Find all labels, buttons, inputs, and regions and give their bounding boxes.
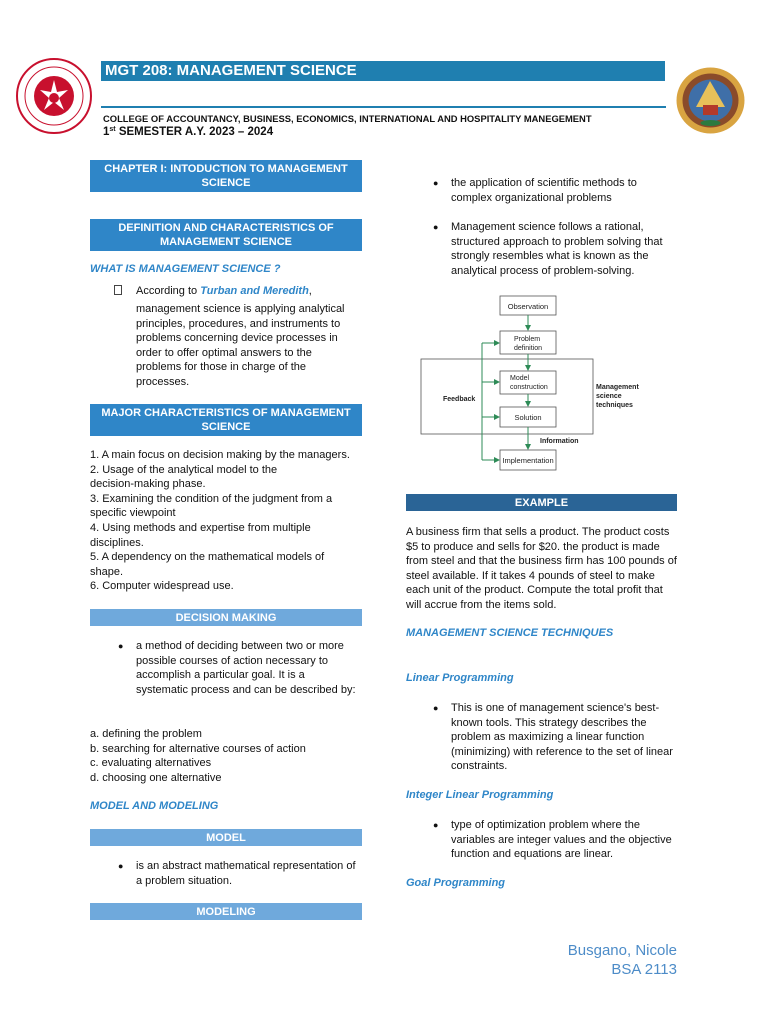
author-block <box>568 941 677 979</box>
decision-making-bullet: ● a method of deciding between two or more possible courses of action necessary to accomplish a particular goal. It is a systematic process and can be described by: <box>118 640 356 696</box>
rational-approach-bullet: ● Management science follows a rational, structured approach to problem solving that strongly resembles what is known as the analytical process of problem-solving. <box>433 221 663 277</box>
techniques-heading: MANAGEMENT SCIENCE TECHNIQUES <box>406 627 614 639</box>
scientific-methods-bullet: ● the application of scientific methods to complex organizational problems <box>433 177 637 204</box>
linear-programming-heading: Linear Programming <box>406 672 514 684</box>
characteristic-item: 2. Usage of the analytical model to the <box>90 463 278 476</box>
bullet-dot-icon: ● <box>433 222 439 232</box>
according-bullet-glyph <box>114 285 122 295</box>
characteristic-item: 1. A main focus on decision making by the managers. <box>90 449 350 461</box>
according-paragraph: According to Turban and Meredith, <box>136 285 312 297</box>
author-names: Turban and Meredith <box>200 285 309 297</box>
course-title-bar: MGT 208: MANAGEMENT SCIENCE <box>101 61 665 81</box>
semester-line: 1st SEMESTER A.Y. 2023 – 2024 <box>103 126 274 138</box>
college-name: COLLEGE OF ACCOUNTANCY, BUSINESS, ECONOMICS, INTERNATIONAL AND HOSPITALITY MANEGEMENT <box>103 113 592 124</box>
ms-techniques-label-1: Management <box>596 384 639 391</box>
author-section: BSA 2113 <box>611 961 677 978</box>
linear-programming-bullet: ● This is one of management science's best-known tools. This strategy describes the problem as maximizing a linear function (minimizing) with reference to the set of linear constraints. <box>433 702 673 773</box>
decision-making-header: DECISION MAKING <box>90 609 362 626</box>
model-construction-label-1: Model <box>510 375 530 382</box>
bullet-dot-icon: ● <box>433 820 439 830</box>
observation-label: Observation <box>507 302 549 311</box>
characteristic-item: specific viewpoint <box>90 507 176 520</box>
bullet-dot-icon: ● <box>118 861 124 871</box>
implementation-label: Implementation <box>502 456 554 465</box>
model-header: MODEL <box>90 829 362 846</box>
decision-step-item: d. choosing one alternative <box>90 771 222 784</box>
college-seal-logo <box>676 67 745 134</box>
model-bullet: ● is an abstract mathematical representation of a problem situation. <box>118 860 356 887</box>
major-characteristics-list <box>90 448 370 594</box>
model-and-modeling-heading: MODEL AND MODELING <box>90 800 219 812</box>
characteristic-item: 5. A dependency on the mathematical models of <box>90 551 325 564</box>
definition-header: DEFINITION AND CHARACTERISTICS OF MANAGEMENT SCIENCE <box>90 219 362 251</box>
goal-programming-heading: Goal Programming <box>406 877 506 889</box>
problem-definition-label-2: definition <box>514 345 543 352</box>
model-construction-label-2: construction <box>510 384 548 391</box>
information-label: Information <box>540 438 579 445</box>
bullet-dot-icon: ● <box>433 703 439 713</box>
decision-step-item: c. evaluating alternatives <box>90 757 212 770</box>
decision-step-item: b. searching for alternative courses of action <box>90 742 306 755</box>
feedback-label: Feedback <box>443 396 476 403</box>
problem-solving-diagram <box>418 285 650 473</box>
major-characteristics-header: MAJOR CHARACTERISTICS OF MANAGEMENT SCIENCE <box>90 404 362 436</box>
what-is-heading: WHAT IS MANAGEMENT SCIENCE ? <box>90 263 281 275</box>
characteristic-item: 6. Computer widespread use. <box>90 580 234 593</box>
characteristic-item: 3. Examining the condition of the judgment from a <box>90 492 333 505</box>
bullet-dot-icon: ● <box>433 178 439 188</box>
chapter-header: CHAPTER I: INTODUCTION TO MANAGEMENT SCIENCE <box>90 160 362 192</box>
ms-techniques-label-3: techniques <box>596 402 633 409</box>
characteristic-item: disciplines. <box>90 536 144 549</box>
author-name: Busgano, Nicole <box>567 942 677 959</box>
batstateu-logo <box>16 58 92 134</box>
characteristic-item: decision-making phase. <box>90 478 206 491</box>
decision-step-item: a. defining the problem <box>90 728 202 740</box>
characteristic-item: 4. Using methods and expertise from multiple <box>90 521 311 534</box>
bullet-dot-icon: ● <box>118 641 124 651</box>
integer-linear-programming-bullet: ● type of optimization problem where the variables are integer values and the objective function and equations are linear. <box>433 819 672 861</box>
integer-linear-programming-heading: Integer Linear Programming <box>406 789 554 801</box>
according-body: management science is applying analytical principles, procedures, and instruments to problems concerning device processes in order to offer optimal answers to the problems for those in charge of the processes. <box>136 303 345 388</box>
modeling-header: MODELING <box>90 903 362 920</box>
solution-label: Solution <box>514 413 542 422</box>
problem-definition-label-1: Problem <box>514 336 541 343</box>
header-rule <box>101 106 666 108</box>
example-paragraph: A business firm that sells a product. The product costs $5 to produce and sells for $20. the product is made from steel and that the business firm has 100 pounds of steel available. If it takes 4 pounds of steel to make each unit of the product. Compute the total profit that will accrue from the items sold. <box>406 526 677 611</box>
ms-techniques-label-2: science <box>596 393 622 400</box>
decision-steps-list <box>90 727 370 785</box>
characteristic-item: shape. <box>90 565 124 578</box>
example-header: EXAMPLE <box>406 494 677 511</box>
